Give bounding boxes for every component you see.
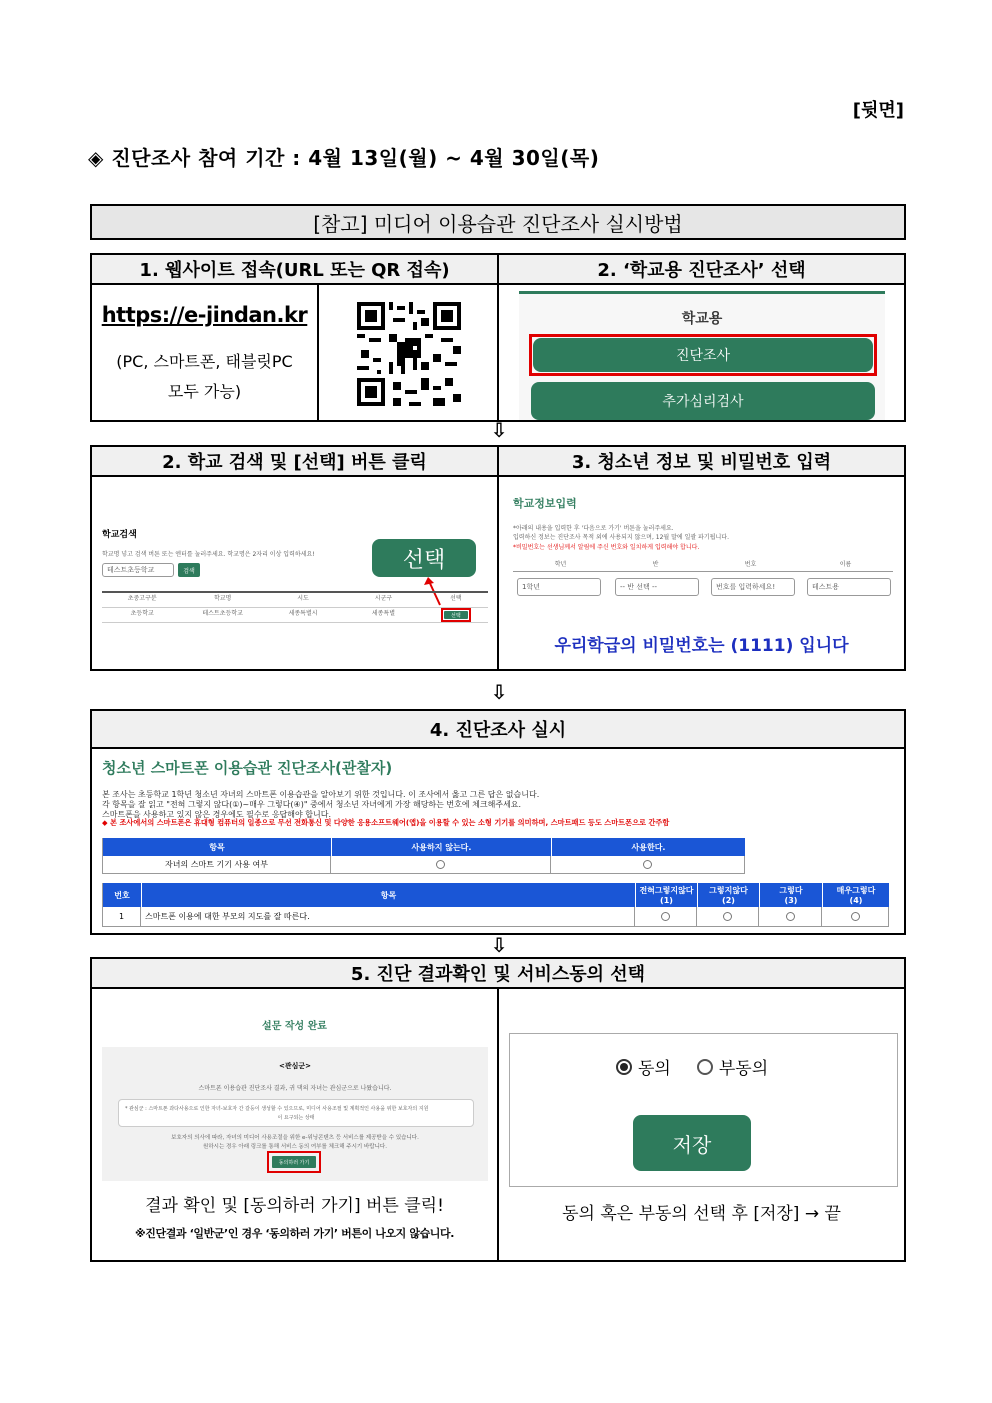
- group-desc-2: 이 요구되는 상태: [277, 1115, 315, 1121]
- radio-icon[interactable]: [723, 912, 732, 921]
- t2-header-opt3: 그렇다 (3): [759, 883, 822, 907]
- t1-option-no[interactable]: [331, 856, 551, 874]
- guide-line-2: 원하시는 경우 아래 링크를 통해 서비스 동의 여부를 체크해 주시기 바랍니다.: [203, 1144, 387, 1150]
- survey-intro-2: 각 항목을 잘 읽고 "전혀 그렇지 않다(①)~매우 그렇다(④)" 중에서 청소년 자녀에게 가장 해당하는 번호에 체크해주세요.: [102, 800, 522, 809]
- arrow-down-icon: ⇩: [490, 418, 508, 442]
- t1-row-item: 자녀의 스마트 기기 사용 여부: [103, 856, 331, 874]
- guide-line-1: 보호자의 의사에 따라, 자녀의 미디어 사용조절을 위한 e-위닝콘텐츠 등 서비스를 제공받을 수 있습니다.: [171, 1135, 419, 1141]
- t2-option-1[interactable]: [635, 907, 697, 927]
- t2-header-opt1: 전혀그렇지않다 (1): [635, 883, 697, 907]
- result-note: ※진단결과 ‘일반군’인 경우 ‘동의하러 가기’ 버튼이 나오지 않습니다.: [134, 1227, 455, 1240]
- col-header: 초중고구분: [127, 595, 157, 602]
- step5-header: 5. 진단 결과확인 및 서비스동의 선택: [90, 957, 906, 989]
- t2-option-3[interactable]: [759, 907, 822, 927]
- participation-period-heading: ◈ 진단조사 참여 기간 : 4월 13일(월) ~ 4월 30일(목): [88, 146, 600, 170]
- select-callout-button: 선택: [372, 539, 476, 577]
- school-search-title: 학교검색: [102, 530, 137, 540]
- col-header: 시도: [297, 595, 309, 602]
- step2-search-header: 2. 학교 검색 및 [선택] 버튼 클릭: [90, 445, 499, 477]
- survey-button[interactable]: 진단조사: [533, 338, 873, 372]
- disagree-label: 부동의: [718, 1059, 769, 1079]
- t2-header-item: 항목: [141, 883, 635, 907]
- col-header: 선택: [450, 595, 462, 602]
- class-select[interactable]: -- 반 선택 --: [615, 578, 699, 596]
- grade-label: 학년: [554, 561, 567, 568]
- radio-icon[interactable]: [786, 912, 795, 921]
- row-cell: 초등학교: [130, 610, 154, 617]
- go-button-highlight: [267, 1151, 321, 1173]
- select-highlight: [441, 608, 471, 622]
- step2-select-header: 2. ‘학교용 진단조사’ 선택: [497, 253, 906, 285]
- info-note-1: *아래의 내용을 입력한 후 '다음으로 가기' 버튼을 눌러주세요.: [513, 525, 674, 532]
- row-select-cell: [424, 608, 488, 622]
- col-header: 시군구: [374, 595, 393, 602]
- radio-icon[interactable]: [436, 860, 445, 869]
- password-notice: 우리학급의 비밀번호는 (1111) 입니다: [554, 636, 849, 656]
- result-line: 스마트폰 이용습관 진단조사 결과, 귀 댁의 자녀는 관심군으로 나왔습니다.: [198, 1085, 392, 1092]
- page-side-label: [뒷면]: [852, 100, 904, 121]
- result-table-header: [102, 591, 488, 607]
- t1-header-item: 항목: [103, 838, 331, 856]
- website-url-link[interactable]: https://e-jindan.kr: [101, 303, 308, 327]
- arrow-down-icon: ⇩: [490, 933, 508, 957]
- disagree-radio[interactable]: [697, 1059, 713, 1075]
- survey-cell: [90, 747, 906, 935]
- search-button[interactable]: 검색: [178, 563, 200, 577]
- t1-option-yes[interactable]: [551, 856, 745, 874]
- table-row: [102, 607, 488, 623]
- radio-icon[interactable]: [661, 912, 670, 921]
- step1-url-cell: [90, 283, 319, 422]
- step3-header: 3. 청소년 정보 및 비밀번호 입력: [497, 445, 906, 477]
- row-cell: 세종특별: [371, 610, 396, 617]
- name-label: 이름: [839, 561, 852, 568]
- info-note-2: 입력하신 정보는 진단조사 목적 외에 사용되지 않으며, 12월 말에 일괄 파기됩니다.: [513, 534, 729, 541]
- t2-header-opt4: 매우그렇다 (4): [822, 883, 889, 907]
- survey-question-table: [102, 883, 889, 927]
- search-value: 테스트초등학교: [107, 566, 155, 574]
- survey-intro-1: 본 조사는 초등학교 1학년 청소년 자녀의 스마트폰 이용습관을 알아보기 위한 것입니다. 이 조사에서 옳고 그른 답은 없습니다.: [102, 790, 540, 799]
- t2-option-4[interactable]: [822, 907, 889, 927]
- info-label-row: [513, 559, 893, 572]
- row-select-button[interactable]: 선택: [444, 611, 468, 619]
- go-agree-button[interactable]: 동의하러 가기: [272, 1156, 316, 1168]
- result-panel: [102, 1047, 488, 1181]
- school-type-cell: [497, 283, 906, 422]
- group-label: <관심군>: [278, 1062, 312, 1070]
- step4-header: 4. 진단조사 실시: [90, 709, 906, 749]
- device-usage-table: [102, 838, 745, 874]
- survey-title: 청소년 스마트폰 이용습관 진단조사(관찰자): [102, 759, 393, 777]
- radio-icon[interactable]: [851, 912, 860, 921]
- school-type-title: 학교용: [681, 311, 723, 327]
- agree-radio[interactable]: [616, 1059, 632, 1075]
- grade-select[interactable]: 1학년: [517, 578, 601, 596]
- result-cell: [90, 987, 499, 1262]
- survey-intro-3: 스마트폰을 사용하고 있지 않은 경우에도 필수로 응답해야 합니다.: [102, 810, 331, 819]
- qr-code-cell: [317, 283, 499, 422]
- t1-header-no: 사용하지 않는다.: [331, 838, 551, 856]
- consent-options: [616, 1054, 768, 1079]
- search-hint: 학교명 넣고 검색 버튼 또는 엔터를 눌러주세요. 학교명은 2자리 이상 입력하세요!: [102, 551, 315, 558]
- school-search-cell: [90, 475, 499, 671]
- agree-label: 동의: [638, 1059, 671, 1079]
- radio-icon[interactable]: [643, 860, 652, 869]
- school-search-input[interactable]: [102, 563, 174, 577]
- row-cell: 세종특별시: [288, 610, 318, 617]
- info-note-3: *비밀번호는 선생님께서 알림에 주신 번호와 일치하게 입력해야 합니다.: [513, 544, 700, 551]
- name-input[interactable]: 테스트용: [807, 578, 891, 596]
- t2-option-2[interactable]: [697, 907, 759, 927]
- t2-header-opt2: 그렇지않다 (2): [697, 883, 759, 907]
- complete-title: 설문 작성 완료: [262, 1021, 327, 1032]
- consent-panel: [509, 1033, 898, 1187]
- arrow-down-icon: ⇩: [490, 680, 508, 704]
- result-caption: 결과 확인 및 [동의하러 가기] 버튼 클릭!: [145, 1196, 444, 1216]
- row-cell: 테스트초등학교: [202, 610, 243, 617]
- survey-warning: ◆ 본 조사에서의 스마트폰은 휴대형 컴퓨터의 일종으로 무선 전화통신 및 다양한 응용소프트웨어(앱)을 이용할 수 있는 소형 기기를 의미하며, 스마트패드 등도 스마트폰으로 간주함: [102, 818, 670, 827]
- step1-header: 1. 웹사이트 접속(URL 또는 QR 접속): [90, 253, 499, 285]
- qr-code-icon[interactable]: [357, 302, 461, 406]
- group-description-box: [118, 1099, 474, 1127]
- devices-line-2: 모두 가능): [167, 382, 242, 401]
- number-label: 번호: [744, 561, 757, 568]
- school-type-panel: [519, 291, 885, 420]
- student-info-cell: [497, 475, 906, 671]
- t2-header-no: 번호: [103, 883, 141, 907]
- save-button[interactable]: 저장: [633, 1115, 751, 1171]
- number-input[interactable]: 번호를 입력하세요!: [711, 578, 795, 596]
- consent-cell: [497, 987, 906, 1262]
- extra-test-button[interactable]: 추가심리검사: [531, 382, 875, 420]
- consent-caption: 동의 혹은 부동의 선택 후 [저장] → 끝: [562, 1204, 841, 1224]
- class-label: 반: [652, 561, 659, 568]
- t2-row-no: 1: [103, 907, 141, 927]
- guide-title-bar: [참고] 미디어 이용습관 진단조사 실시방법: [90, 204, 906, 240]
- t2-row-item: 스마트폰 이용에 대한 부모의 지도를 잘 따른다.: [141, 907, 635, 927]
- col-header: 학교명: [213, 595, 232, 602]
- devices-line-1: (PC, 스마트폰, 태블릿PC: [116, 352, 293, 371]
- t1-header-yes: 사용한다.: [551, 838, 745, 856]
- school-info-title: 학교정보입력: [513, 497, 577, 510]
- group-desc-1: * 관심군 : 스마트폰 과다사용으로 인한 자녀-보호자 간 갈등이 생성할 수 있으므로, 미디어 사용조절 및 계획적인 사용을 위한 보호자의 지원: [125, 1106, 429, 1112]
